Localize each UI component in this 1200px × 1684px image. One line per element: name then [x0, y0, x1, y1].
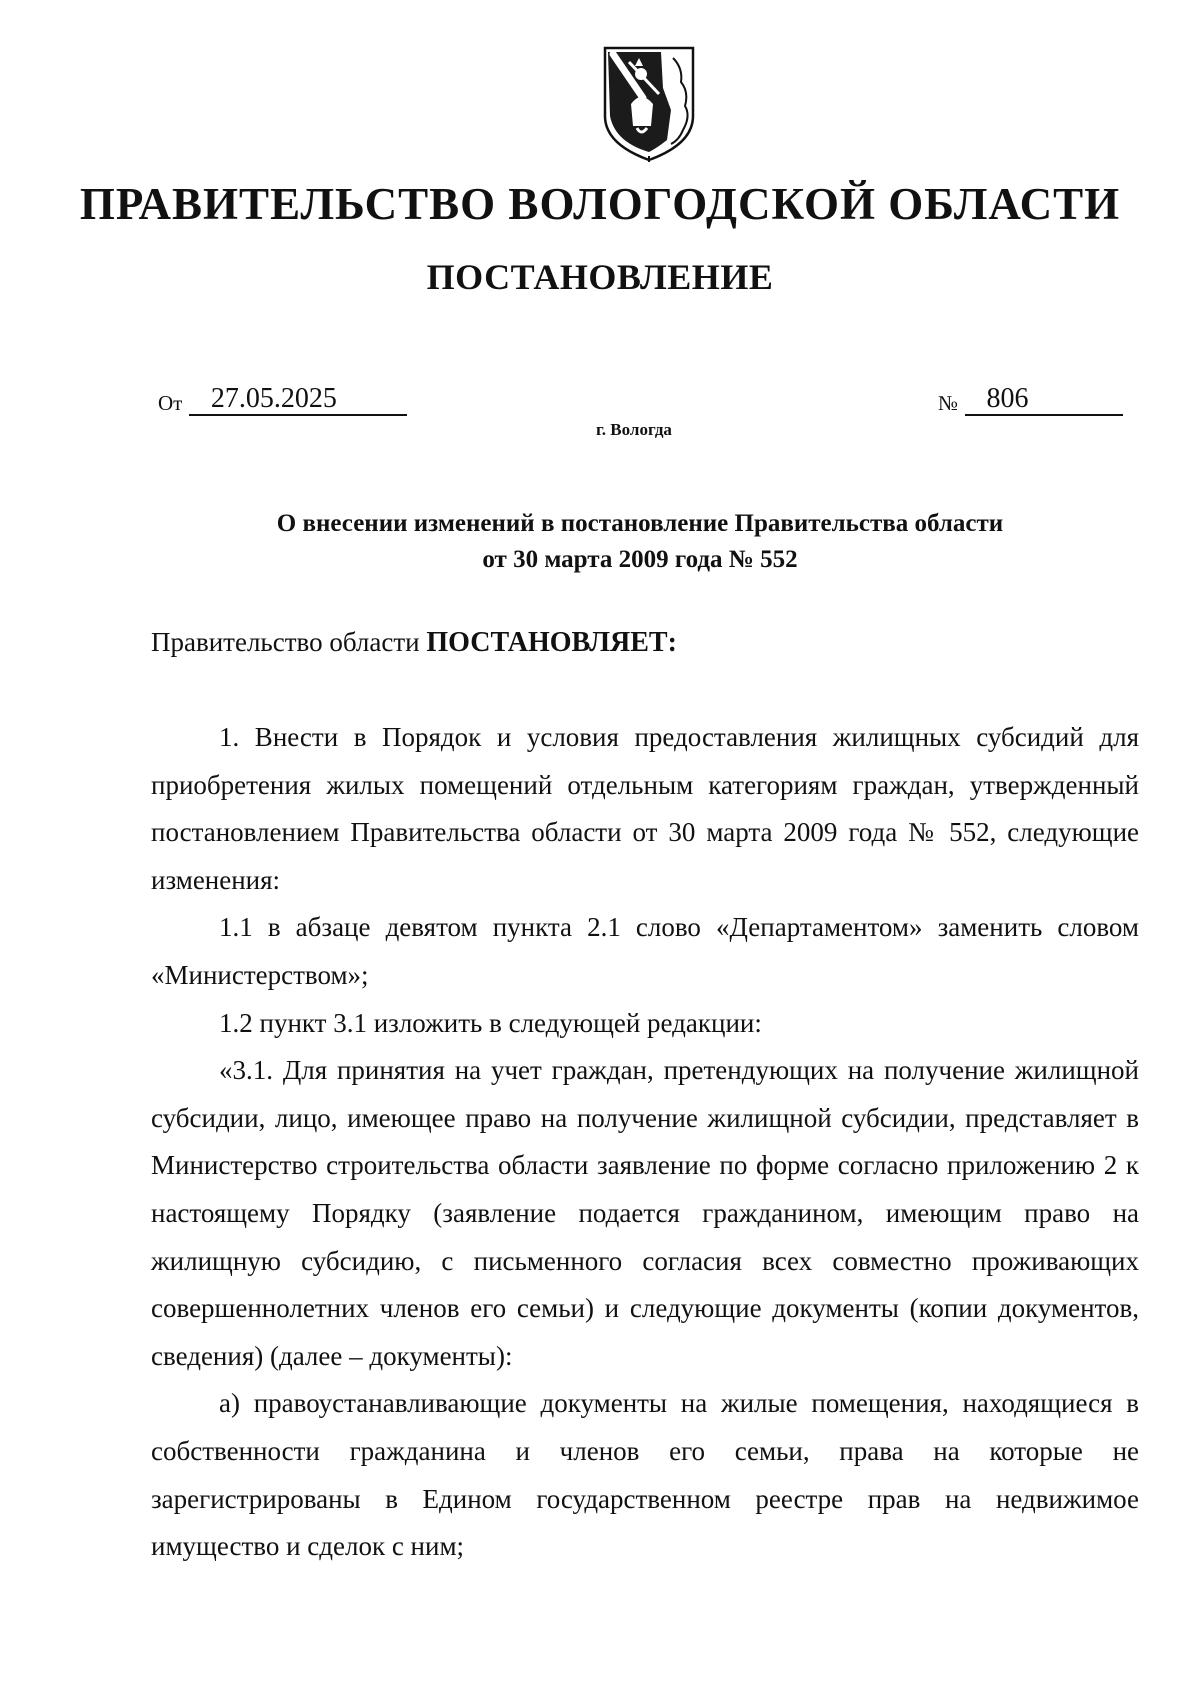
document-subject — [0, 506, 1200, 578]
document-number: 806 — [965, 384, 1123, 416]
subject-line-2: от 30 марта 2009 года № 552 — [482, 546, 798, 573]
city-label: г. Вологда — [596, 420, 672, 439]
paragraph-3-1: «3.1. Для принятия на учет граждан, претендующих на получение жилищной субсидии, лицо, имеющее право на получение жилищной субсидии, представляет в Министерство строительства области заявление по форме согласно приложению 2 к настоящему Порядку (заявление подается гражданином, имеющим право на жилищную субсидию, с письменного согласия всех совместно проживающих совершеннолетних членов его семьи) и следующие документы (копии документов, сведения) (далее – документы): — [151, 1055, 1139, 1371]
document-date-field — [158, 384, 407, 424]
coat-of-arms-icon — [601, 44, 697, 164]
paragraph-1: 1. Внести в Порядок и условия предоставления жилищных субсидий для приобретения жилых помещений отдельным категориям граждан, утвержденный постановлением Правительства области от 30 марта 2009 года № 552, следующие изменения: — [151, 722, 1139, 895]
subject-line-1: О внесении изменений в постановление Правительства области — [276, 510, 1004, 537]
document-number-field — [938, 384, 1123, 424]
preamble-text: Правительство области — [151, 627, 420, 657]
paragraph-1-2: 1.2 пункт 3.1 изложить в следующей редакции: — [219, 1007, 762, 1038]
document-date: 27.05.2025 — [189, 384, 407, 416]
number-prefix: № — [938, 391, 959, 415]
paragraph-a: а) правоустанавливающие документы на жилые помещения, находящиеся в собственности гражданина и членов его семьи, права на которые не зарегистрированы в Едином государственном реестре прав на недвижимое имущество и сделок с ним; — [151, 1388, 1139, 1562]
government-title: ПРАВИТЕЛЬСТВО ВОЛОГОДСКОЙ ОБЛАСТИ — [79, 179, 1121, 229]
paragraph-1-1: 1.1 в абзаце девятом пункта 2.1 слово «Департаментом» заменить словом «Министерством»; — [151, 912, 1139, 990]
document-type-title: ПОСТАНОВЛЕНИЕ — [426, 257, 774, 297]
document-body — [151, 714, 1139, 1571]
date-prefix: От — [158, 391, 183, 415]
preamble — [151, 627, 677, 659]
preamble-emphasis: ПОСТАНОВЛЯЕТ: — [426, 627, 677, 658]
